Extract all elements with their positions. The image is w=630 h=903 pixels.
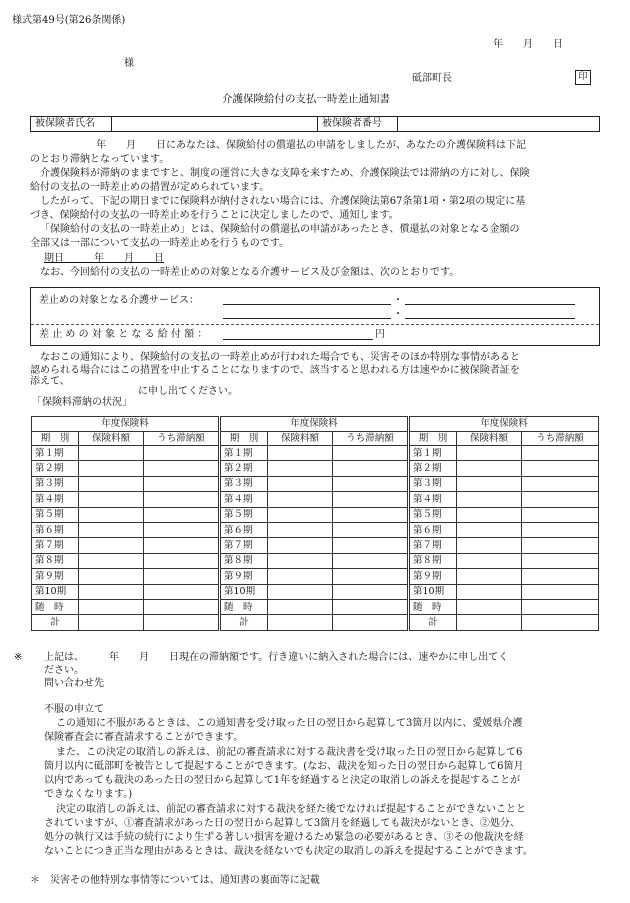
body-p3-line2: づき、保険給付の支払の一時差止めを行うことに決定しましたので、通知します。 [30, 210, 399, 221]
arrears-table-2 [220, 416, 408, 631]
appeal-line: 決定の取消しの訴えは、前記の審査請求に対する裁決を経た後でなければ提起することができないことと [56, 804, 526, 815]
issuer: 砥部町長 [412, 73, 452, 84]
body-p2-line1: 介護保険料が滞納のままですと、制度の運営に大きな支障を来すため、介護保険法では滞納の方に対し、保険 [40, 168, 530, 179]
notice-line3: 添えて、 [30, 376, 70, 387]
table-row: 第10期 [32, 584, 219, 599]
body-p1-line1: 年 月 日にあなたは、保険給付の償還払の申請をしましたが、あなたの介護保険料は下記 [96, 140, 526, 151]
table-row: 第２期 [32, 461, 219, 476]
form-number: 様式第49号(第26条関係) [12, 15, 126, 26]
col-arrears: うち滞納額 [333, 431, 408, 446]
table-row: 第５期 [410, 507, 599, 522]
inquiry-label: 問い合わせ先 [44, 678, 104, 689]
appeal-line: されていますが、①審査請求があった日の翌日から起算して3箇月を経過しても裁決がないとき、②処分、 [44, 818, 520, 829]
body-p3-line1: したがって、下記の期日までに保険料が納付されない場合には、介護保険法第67条第1項・第2項の規定に基 [40, 196, 526, 207]
amount-label: 差止めの対象となる給付額： [39, 329, 211, 340]
date-line: 年 月 日 [493, 39, 563, 50]
year-header: 年度保険料 [410, 417, 599, 432]
table-row: 第７期 [221, 538, 408, 553]
table-row: 随 時 [221, 599, 408, 614]
footnote-line2: ださい。 [44, 665, 84, 676]
table-row: 第10期 [221, 584, 408, 599]
table-row-total: 計 [410, 615, 599, 630]
table-row: 随 時 [410, 599, 599, 614]
body-p5: なお、今回給付の支払の一時差止めの対象となる介護サービス及び金額は、次のとおりです。 [40, 267, 460, 278]
table-row: 第８期 [410, 553, 599, 568]
table-row: 第７期 [410, 538, 599, 553]
body-p2-line2: 給付の支払の一時差止めの措置が定められています。 [30, 182, 270, 193]
notice-line4: に申し出てください。 [138, 386, 238, 397]
col-period: 期 別 [221, 431, 268, 446]
service-field-2[interactable] [405, 304, 575, 305]
body-p1-line2: のとおり滞納となっています。 [30, 154, 170, 165]
notice-line2: 認められる場合にはこの措置を中止することになりますので、該当すると思われる方は速やかに被保険者証を [30, 365, 520, 376]
insured-name-label: 被保険者氏名 [35, 118, 95, 129]
table-row: 第６期 [221, 522, 408, 537]
appeal-line: 以内であっても裁決のあった日の翌日から起算して1年を経過すると決定の取消しの訴えを提起することが [44, 775, 521, 786]
footnote-line1: 上記は、 年 月 日現在の滞納額です。行き違いに納入された場合には、速やかに申し出てく [44, 652, 509, 663]
body-p4-line1: 「保険給付の支払の一時差止め」とは、保険給付の償還払の申請があったとき、償還払の対象となる金額の [40, 224, 520, 235]
col-period: 期 別 [32, 431, 79, 446]
status-title: 「保険料滞納の状況」 [32, 397, 132, 408]
appeal-line: できなくなります。) [44, 789, 133, 800]
appeal-line: 保険審査会に審査請求することができます。 [44, 732, 244, 743]
col-premium: 保険料額 [268, 431, 333, 446]
year-header: 年度保険料 [221, 417, 408, 432]
insured-number-label: 被保険者番号 [322, 118, 382, 129]
document-title: 介護保険給付の支払一時差止通知書 [222, 93, 390, 105]
appeal-line: また、この決定の取消しの訴えは、前記の審査請求に対する裁決書を受け取った日の翌日から起算して6 [56, 747, 523, 758]
bullet-dot: ・ [393, 295, 403, 306]
appeal-heading: 不服の申立て [44, 704, 104, 715]
table-row: 第１期 [32, 446, 219, 461]
arrears-table-1 [31, 416, 219, 631]
amount-field[interactable] [223, 339, 373, 340]
appeal-line: ないことにつき正当な理由があるときは、裁決を経ないでも決定の取消しの訴えを提起することができます。 [44, 846, 533, 857]
table-row: 第４期 [221, 492, 408, 507]
table-row: 随 時 [32, 599, 219, 614]
col-arrears: うち滞納額 [144, 431, 219, 446]
table-row: 第２期 [410, 461, 599, 476]
table-row: 第９期 [221, 569, 408, 584]
year-header: 年度保険料 [32, 417, 219, 432]
notice-line1: なおこの通知により、保険給付の支払の一時差止めが行われた場合でも、災害そのほか特別な事情があると [40, 352, 520, 363]
table-row: 第３期 [221, 476, 408, 491]
deadline: 期日 年 月 日 [44, 253, 164, 264]
table-row: 第１期 [410, 446, 599, 461]
table-row: 第３期 [32, 476, 219, 491]
insured-info-box [30, 116, 600, 132]
arrears-table-3 [409, 416, 599, 631]
appeal-line: 処分の執行又は手続の続行により生ずる著しい損害を避けるため緊急の必要があるとき、③その他裁決を経 [44, 832, 524, 843]
table-row: 第１期 [221, 446, 408, 461]
table-row: 第３期 [410, 476, 599, 491]
bullet-dot: ・ [393, 309, 403, 320]
bottom-note: ＊ 災害その他特別な事情等については、通知書の裏面等に記載 [30, 875, 320, 886]
appeal-line: この通知に不服があるときは、この通知書を受け取った日の翌日から起算して3箇月以内に、愛媛県介護 [56, 718, 523, 729]
table-row: 第２期 [221, 461, 408, 476]
table-row: 第５期 [221, 507, 408, 522]
service-field-1[interactable] [223, 304, 391, 305]
col-premium: 保険料額 [457, 431, 522, 446]
table-row: 第10期 [410, 584, 599, 599]
col-period: 期 別 [410, 431, 457, 446]
table-row: 第８期 [221, 553, 408, 568]
service-label: 差止めの対象となる介護サービス： [39, 295, 199, 306]
footnote-mark: ※ [14, 652, 23, 663]
table-row-total: 計 [221, 615, 408, 630]
table-row: 第６期 [32, 522, 219, 537]
table-row-total: 計 [32, 615, 219, 630]
table-row: 第８期 [32, 553, 219, 568]
suspension-box [30, 287, 600, 346]
addressee-suffix: 様 [124, 58, 134, 69]
table-row: 第４期 [32, 492, 219, 507]
service-field-4[interactable] [405, 318, 575, 319]
table-row: 第９期 [410, 569, 599, 584]
appeal-line: 箇月以内に砥部町を被告として提起することができます。(なお、裁決を知った日の翌日から起算して6箇月 [44, 761, 524, 772]
body-p4-line2: 全部又は一部について支払の一時差止めを行うものです。 [30, 238, 289, 249]
seal-mark: 印 [575, 70, 591, 85]
col-arrears: うち滞納額 [522, 431, 599, 446]
insured-name-field[interactable] [112, 117, 317, 131]
table-row: 第４期 [410, 492, 599, 507]
col-premium: 保険料額 [79, 431, 144, 446]
table-row: 第９期 [32, 569, 219, 584]
insured-number-field[interactable] [398, 117, 598, 131]
table-row: 第５期 [32, 507, 219, 522]
table-row: 第６期 [410, 522, 599, 537]
service-field-3[interactable] [223, 318, 391, 319]
table-row: 第７期 [32, 538, 219, 553]
amount-unit: 円 [375, 329, 385, 340]
